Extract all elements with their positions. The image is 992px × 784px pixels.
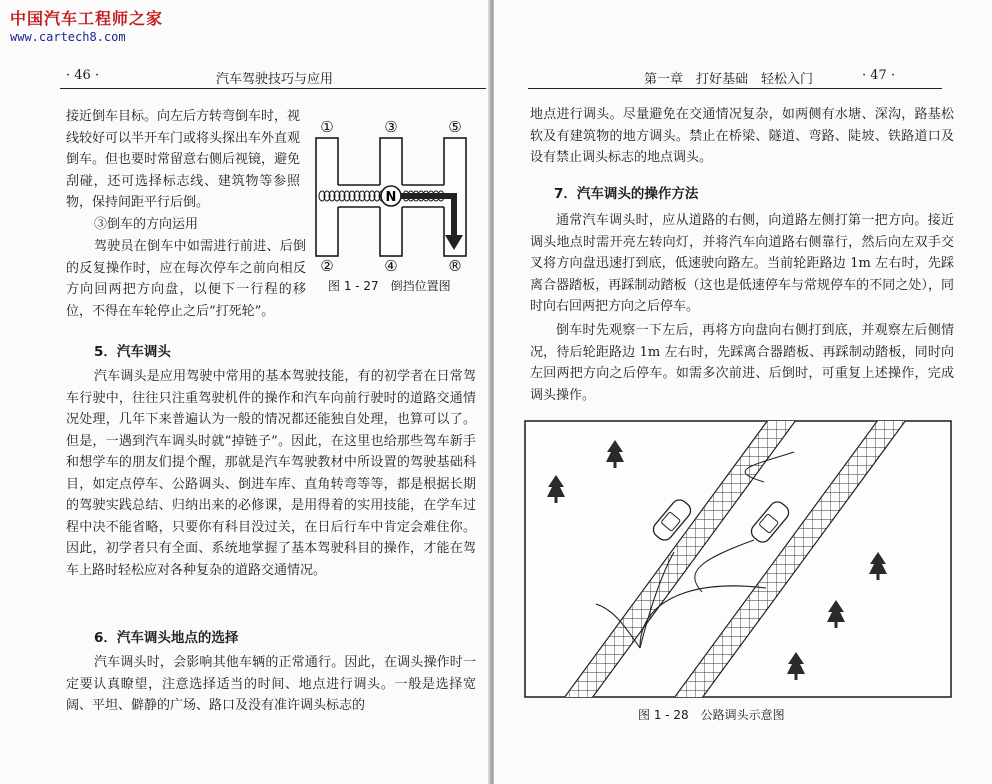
section-7-paragraph-1: 通常汽车调头时，应从道路的右侧，向道路左侧打第一把方向。接近调头地点时需开亮左转向灯，并将汽车向道路右侧靠行，然后向左双手交叉将方向盘迅速打到底，低速驶向路左。当前轮距路边 1m 左右时，先踩离合器踏板，再踩制动踏板（这也是低速停车与常规停车的不同之处），同时向右回两把方向之后停车。	[530, 213, 954, 314]
watermark-site-name: 中国汽车工程师之家	[10, 9, 164, 28]
section-7-paragraph-2: 倒车时先观察一下左后，再将方向盘向右侧打到底，并观察左后侧情况，待后轮距路边 1m 左右时，先踩离合器踏板、再踩制动踏板，同时向左回两把方向之后停车。如需多次前进、后倒时，可重复上述操作，完成调头操作。	[530, 323, 954, 403]
gear-label-r: ®	[447, 257, 463, 274]
figure-1-27-caption: 图 1 - 27 倒挡位置图	[328, 279, 451, 293]
gear-label-4: ④	[384, 257, 398, 274]
section-5-heading: 5．汽车调头	[94, 344, 171, 360]
gear-label-3: ③	[384, 118, 398, 136]
left-book-title: 汽车驾驶技巧与应用	[216, 72, 334, 87]
left-page-number: · 46 ·	[66, 68, 100, 83]
figure-1-28-caption: 图 1 - 28 公路调头示意图	[638, 708, 785, 722]
gear-label-2: ②	[320, 257, 334, 274]
section-5-paragraph: 汽车调头是应用驾驶中常用的基本驾驶技能，有的初学者在日常驾车行驶中，往往只注重驾驶机件的操作和汽车向前行驶时的道路交通情况处理，几年下来普遍认为一般的情况都还能独自处理，也算可以了。但是，一遇到汽车调头时就“掉链子”。因此，在这里也给那些驾车新手和想学车的朋友们提个醒，那就是汽车驾驶教材中所设置的驾驶基础科目，如定点停车、公路调头、倒进车库、直角转弯等等，都是根据长期的驾驶实践总结、归纳出来的必修课，是用得着的实用技能，在学车过程中决不能省略，只要你有科目没过关，在日后行车中肯定会难住你。因此，初学者只有全面、系统地掌握了基本驾驶科目的操作，才能在驾车上路时轻松应对各种复杂的道路交通情况。	[66, 369, 476, 578]
watermark-site-url: www.cartech8.com	[10, 30, 126, 44]
gear-label-5: ⑤	[448, 118, 462, 136]
gear-shift-diagram	[308, 116, 476, 274]
section-6-paragraph: 汽车调头时，会影响其他车辆的正常通行。因此，在调头操作时一定要认真瞭望，注意选择适当的时间、地点进行调头。一般是选择宽阔、平坦、僻静的广场、路口及没有准许调头标志的	[66, 655, 476, 713]
right-header-rule	[528, 88, 942, 89]
section-7-heading: 7．汽车调头的操作方法	[554, 186, 699, 202]
left-page	[0, 0, 490, 784]
left-header-rule	[60, 88, 486, 89]
right-chapter-title: 第一章 打好基础 轻松入门	[644, 72, 814, 87]
left-subsection-label: ③倒车的方向运用	[94, 217, 199, 232]
section-6-heading: 6．汽车调头地点的选择	[94, 630, 239, 646]
neutral-label: N	[385, 190, 397, 205]
left-intro-paragraph: 接近倒车目标。向左后方转弯倒车时，视线较好可以半开车门或将头探出车外直观倒车。但也要时常留意右侧后视镜，避免刮碰，还可选择标志线、建筑物等参照物，保持间距平行后倒。	[66, 109, 301, 210]
right-continued-paragraph: 地点进行调头。尽量避免在交通情况复杂，如两侧有水塘、深沟，路基松软及有建筑物的地方调头。禁止在桥梁、隧道、弯路、陡坡、铁路道口及设有禁止调头标志的地点调头。	[530, 107, 954, 165]
road-u-turn-diagram	[524, 420, 952, 698]
gear-label-1: ①	[320, 118, 334, 136]
right-page-number: · 47 ·	[862, 68, 896, 83]
left-subsection-paragraph: 驾驶员在倒车中如需进行前进、后倒的反复操作时，应在每次停车之前向相反方向回两把方向盘，以便下一行程的移位，不得在车轮停止之后“打死轮”。	[66, 239, 306, 319]
right-page	[494, 0, 992, 784]
